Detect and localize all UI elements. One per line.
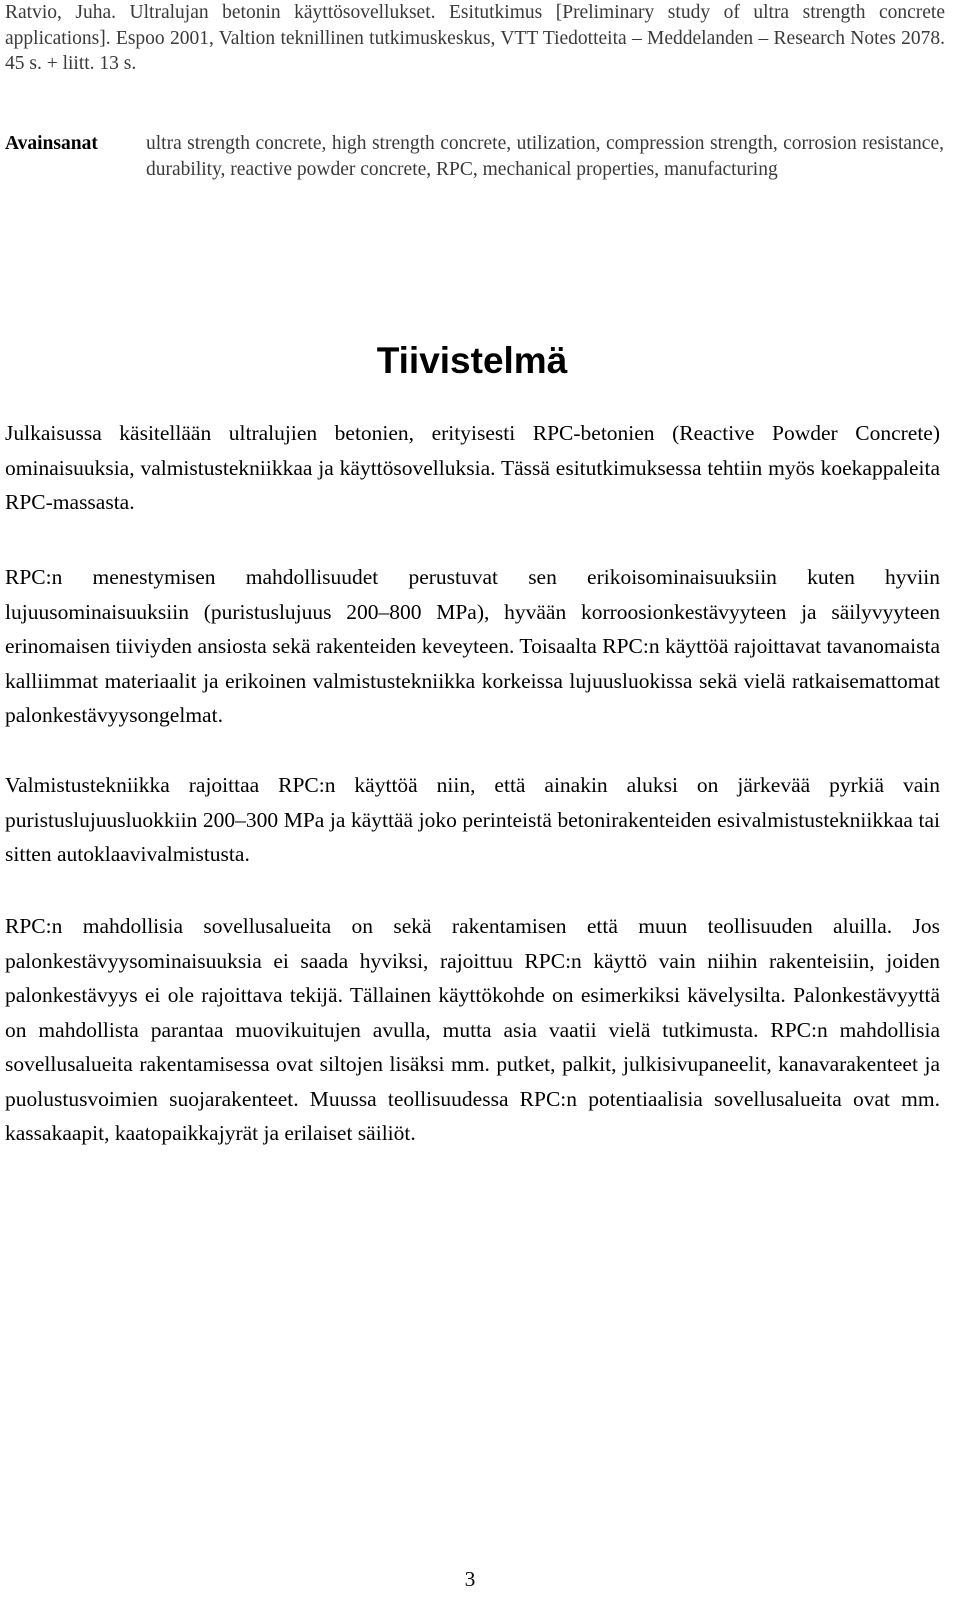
bibliographic-citation: Ratvio, Juha. Ultralujan betonin käyttösovellukset. Esitutkimus [Preliminary study of ultra strength concrete applications]. Espoo 2001, Valtion teknillinen tutkimuskeskus, VTT Tiedotteita – Meddelanden – Research Notes 2078. 45 s. + liitt. 13 s. — [5, 2, 945, 74]
abstract-paragraph: RPC:n mahdollisia sovellusalueita on sekä rakentamisen että muun teollisuuden aluilla. Jos palonkestävyysominaisuuksia ei saada hyviksi, rajoittuu RPC:n käyttö vain niihin rakenteisiin, joiden palonkestävyys ei ole rajoittava tekijä. Tällainen käyttökohde on esimerkiksi kävelysilta. Palonkestävyyttä on mahdollista parantaa muovikuitujen avulla, mutta asia vaatii vielä tutkimusta. RPC:n mahdollisia sovellusalueita rakentamisessa ovat siltojen lisäksi mm. putket, palkit, julkisivupaneelit, kanavarakenteet ja puolustusvoimien suojarakenteet. Muussa teollisuudessa RPC:n potentiaalisia sovellusalueita ovat mm. kassakaapit, kaatopaikkajyrät ja erilaiset säiliöt. — [5, 914, 940, 1145]
keywords-text: ultra strength concrete, high strength concrete, utilization, compression strength, corrosion resistance, durability, reactive powder concrete, RPC, mechanical properties, manufacturing — [146, 133, 944, 180]
page-number: 3 — [464, 1567, 476, 1591]
keywords-label: Avainsanat — [5, 133, 98, 154]
abstract-paragraph: Valmistustekniikka rajoittaa RPC:n käyttöä niin, että ainakin aluksi on järkevää pyrkiä vain puristuslujuusluokkiin 200–300 MPa ja käyttää joko perinteistä betonirakenteiden esivalmistustekniikkaa tai sitten autoklaavivalmistusta. — [5, 773, 940, 866]
abstract-paragraph: RPC:n menestymisen mahdollisuudet perustuvat sen erikoisominaisuuksiin kuten hyviin lujuusominaisuuksiin (puristuslujuus 200–800 MPa), hyvään korroosionkestävyyteen ja säilyvyyteen erinomaisen tiiviyden ansiosta sekä rakenteiden keveyteen. Toisaalta RPC:n käyttöä rajoittavat tavanomaista kalliimmat materiaalit ja erikoinen valmistustekniikka korkeissa lujuusluokissa sekä vielä ratkaisemattomat palonkestävyysongelmat. — [5, 565, 940, 727]
abstract-title: Tiivistelmä — [376, 340, 568, 381]
abstract-paragraph: Julkaisussa käsitellään ultralujien betonien, erityisesti RPC-betonien (Reactive Powder Concrete) ominaisuuksia, valmistustekniikkaa ja käyttösovelluksia. Tässä esitutkimuksessa tehtiin myös koekappaleita RPC-massasta. — [5, 421, 940, 514]
